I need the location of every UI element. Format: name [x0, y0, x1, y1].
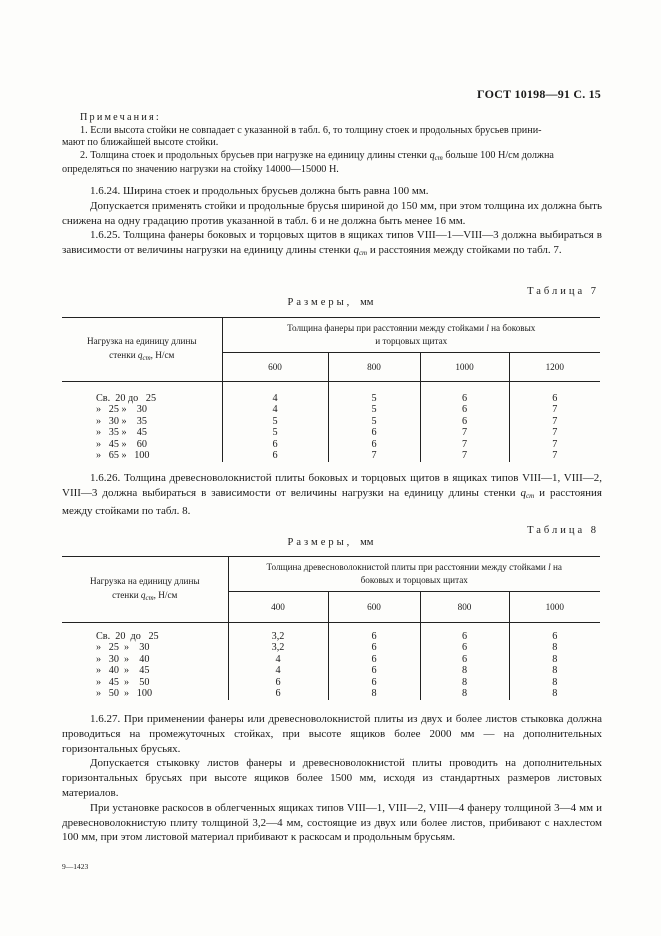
table-7 — [62, 317, 600, 462]
table-row: » 30 » 35 5 5 6 7 — [62, 416, 600, 428]
table-8-col-header: 800 — [420, 592, 509, 623]
notes-title: Примечания: — [80, 112, 161, 123]
table-row: » 50 » 100 6 8 8 8 — [62, 688, 600, 700]
table-7-col-header: 600 — [222, 353, 328, 382]
table-8 — [62, 556, 600, 700]
table-8-sizes: Размеры, мм — [287, 537, 374, 548]
paragraph-1-6-24: 1.6.24. Ширина стоек и продольных брусьев должна быть равна 100 мм. — [90, 185, 429, 197]
table-7-col-header: 1200 — [545, 362, 564, 372]
table-7-group-header: Толщина фанеры при расстоянии между стойками l на боковых и торцовых щитах — [222, 318, 600, 353]
paragraph-braces: При установке раскосов в облегченных ящиках типов VIII—1, VIII—2, VIII—4 фанеру толщиной 3—4 мм и древесноволокнистую плиту толщиной 3,2—4 мм, состоящие из двух или более листов, прибивают с нахлестом 100 мм, при этом листовой материал прибивают к раскосам и продольным брусьям. — [62, 801, 602, 844]
table-7-sizes: Размеры, мм — [287, 297, 374, 308]
page-footer-code: 9—1423 — [62, 862, 89, 871]
note-1-line-2: мают по ближайшей высоте стойки. — [62, 137, 219, 148]
table-row: » 45 » 60 6 6 7 7 — [62, 439, 600, 451]
table-7-caption: Таблица 7 — [527, 286, 599, 297]
paragraphs-block-2 — [62, 471, 602, 518]
table-row: » 30 » 40 4 6 6 8 — [62, 654, 600, 666]
table-row: » 45 » 50 6 6 8 8 — [62, 677, 600, 689]
paragraph-allow-2: Допускается стыковку листов фанеры и древесноволокнистой плиты проводить на дополнительных горизонтальных брусьях при высоте ящиков более 1500 мм, исходя из стандартных размеров листовых материалов. — [62, 757, 602, 799]
page-header: ГОСТ 10198—91 С. 15 — [477, 87, 601, 101]
table-row: Св. 20 до 25 3,2 6 6 6 — [62, 631, 600, 643]
table-row: » 35 » 45 5 6 7 7 — [62, 427, 600, 439]
table-7-col-header: 800 — [328, 353, 420, 382]
note-1-line-1: 1. Если высота стойки не совпадает с указанной в табл. 6, то толщину стоек и продольных брусьев прини- — [80, 124, 542, 136]
table-row: » 40 » 45 4 6 8 8 — [62, 665, 600, 677]
table-8-group-header: Толщина древесноволокнистой плиты при расстоянии между стойками l на боковых и торцовых щитах — [228, 557, 600, 592]
table-7-col-header: 1000 — [420, 353, 509, 382]
table-7-col0-header: Нагрузка на единицу длины стенки $q_{ст}$, Н/см — [62, 318, 222, 382]
paragraph-allow-1: Допускается применять стойки и продольные брусья шириной до 150 мм, при этом толщина их должна быть снижена на одну градацию против указанной в табл. 6 и не должна быть менее 16 мм. — [62, 199, 602, 227]
table-8-caption: Таблица 8 — [527, 525, 599, 536]
table-8-col-header: 400 — [228, 592, 328, 623]
table-row: » 65 » 100 6 7 7 7 — [62, 450, 600, 462]
paragraph-1-6-26: 1.6.26. Толщина древесноволокнистой плиты боковых и торцовых щитов в ящиках типов VIII—1, VIII—2, VIII—3 должна выбираться в зависимости от величины нагрузки на единицу длины стенки $q_{ст}$ и расстояния между стойками по табл. 8. — [62, 472, 602, 517]
note-2-line-1: 2. Толщина стоек и продольных брусьев при нагрузке на единицу длины стенки $q_{ст}$ больше 100 Н/см должна — [80, 149, 554, 162]
notes-block — [62, 112, 602, 177]
table-8-col-header: 600 — [328, 592, 420, 623]
paragraphs-block-3 — [62, 712, 602, 845]
table-8-col0-header: Нагрузка на единицу длины стенки $q_{ст}$, Н/см — [62, 557, 228, 623]
paragraph-1-6-27: 1.6.27. При применении фанеры или древесноволокнистой плиты из двух и более листов стыковка должна проводиться на промежуточных стойках, при высоте ящиков более 2000 мм — на дополнительных горизонтальных брусьях. — [62, 713, 602, 755]
table-row: » 25 » 30 4 5 6 7 — [62, 404, 600, 416]
table-row: » 25 » 30 3,2 6 6 8 — [62, 642, 600, 654]
note-2-line-2: определяться по значению нагрузки на стойку 14000—15000 Н. — [62, 164, 339, 175]
table-row: Св. 20 до 25 4 5 6 6 — [62, 393, 600, 405]
paragraphs-block-1 — [62, 184, 602, 261]
table-8-col-header: 1000 — [545, 602, 564, 612]
paragraph-1-6-25: 1.6.25. Толщина фанеры боковых и торцовых щитов в ящиках типов VIII—1—VIII—3 должна выбираться в зависимости от величины нагрузки на единицу длины стенки $q_{ст}$ и расстояния между стойками по табл. 7. — [62, 229, 602, 258]
